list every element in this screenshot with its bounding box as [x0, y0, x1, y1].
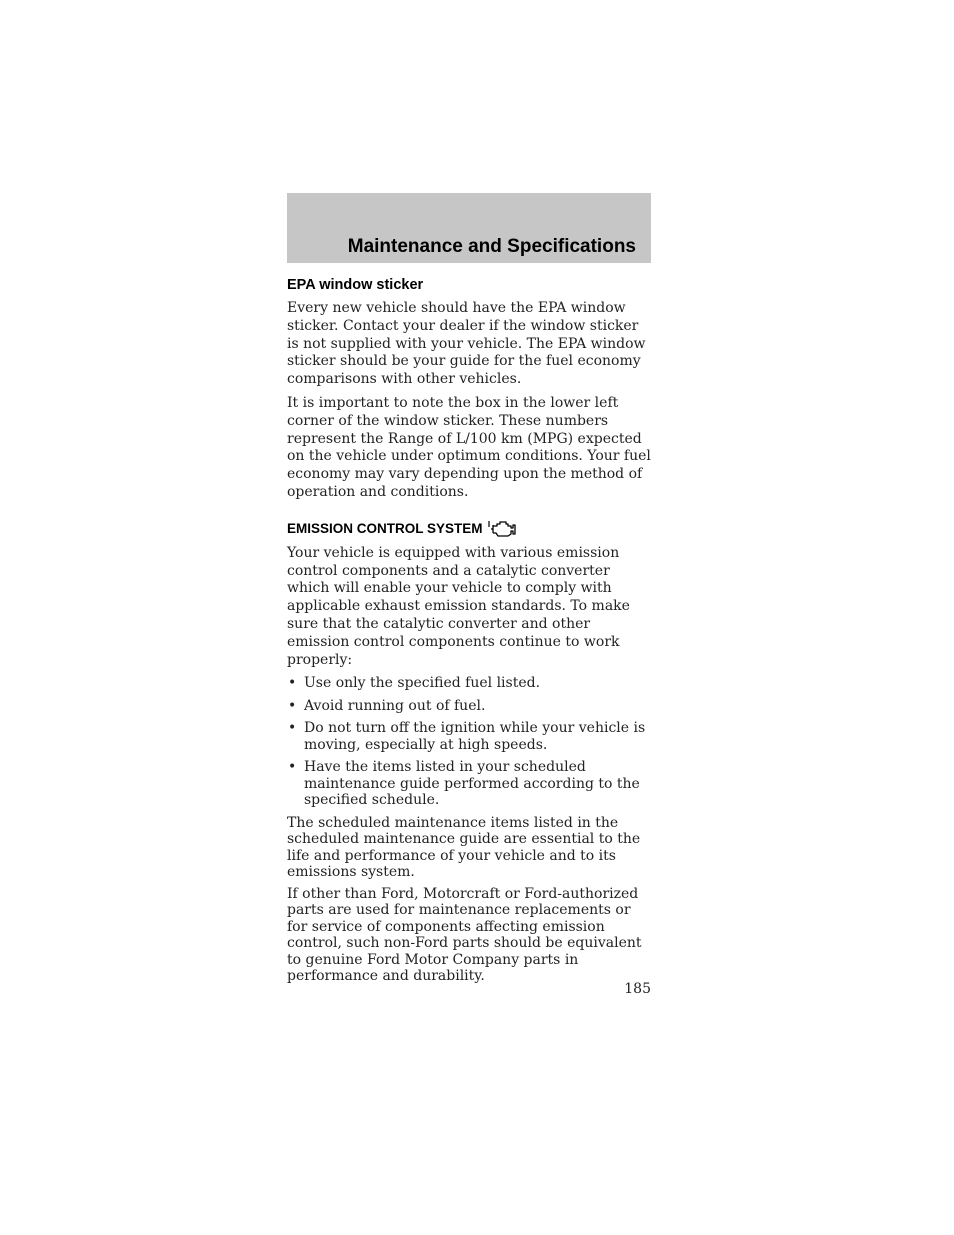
list-item-text: Avoid running out of fuel. [304, 697, 486, 714]
list-item [287, 698, 653, 715]
list-item [287, 759, 653, 809]
list-item-text: Do not turn off the ignition while your vehicle is moving, especially at high speeds. [304, 720, 646, 753]
emission-closing-2: If other than Ford, Motorcraft or Ford-authorized parts are used for maintenance replacements or for service of components affecting emission control, such non-Ford parts should be equivalent to genuine Ford Motor Company parts in performance and durability. [287, 885, 642, 985]
epa-paragraph-1: Every new vehicle should have the EPA window sticker. Contact your dealer if the window sticker is not supplied with your vehicle. The EPA window sticker should be your guide for the fuel economy comparisons with other vehicles. [287, 300, 646, 388]
bullet-dot: • [288, 720, 297, 737]
list-item [287, 720, 653, 753]
bullet-dot: • [288, 697, 297, 714]
list-item-text: Have the items listed in your scheduled maintenance guide performed according to the specified schedule. [304, 759, 640, 809]
page-number: 185 [624, 981, 651, 997]
emission-heading [287, 519, 653, 539]
emission-bullet-list [287, 675, 653, 809]
emission-heading-text: EMISSION CONTROL SYSTEM [287, 520, 483, 536]
check-engine-icon [488, 519, 518, 539]
section-header-band [287, 193, 651, 263]
emission-closing-1: The scheduled maintenance items listed in the scheduled maintenance guide are essential to the life and performance of your vehicle and to its emissions system. [287, 814, 641, 881]
list-item-text: Use only the specified fuel listed. [304, 675, 541, 692]
bullet-dot: • [288, 759, 297, 776]
page-content [287, 276, 653, 990]
bullet-dot: • [288, 675, 297, 692]
emission-intro: Your vehicle is equipped with various emission control components and a catalytic converter which will enable your vehicle to comply with applicable exhaust emission standards. To make sure that the catalytic converter and other emission control components continue to work properly: [287, 544, 630, 668]
list-item [287, 675, 653, 692]
section-title: Maintenance and Specifications [347, 236, 636, 257]
epa-heading: EPA window sticker [287, 277, 424, 293]
epa-paragraph-2: It is important to note the box in the lower left corner of the window sticker. These numbers represent the Range of L/100 km (MPG) expected on the vehicle under optimum conditions. Your fuel economy may vary depending upon the method of operation and conditions. [287, 394, 651, 500]
